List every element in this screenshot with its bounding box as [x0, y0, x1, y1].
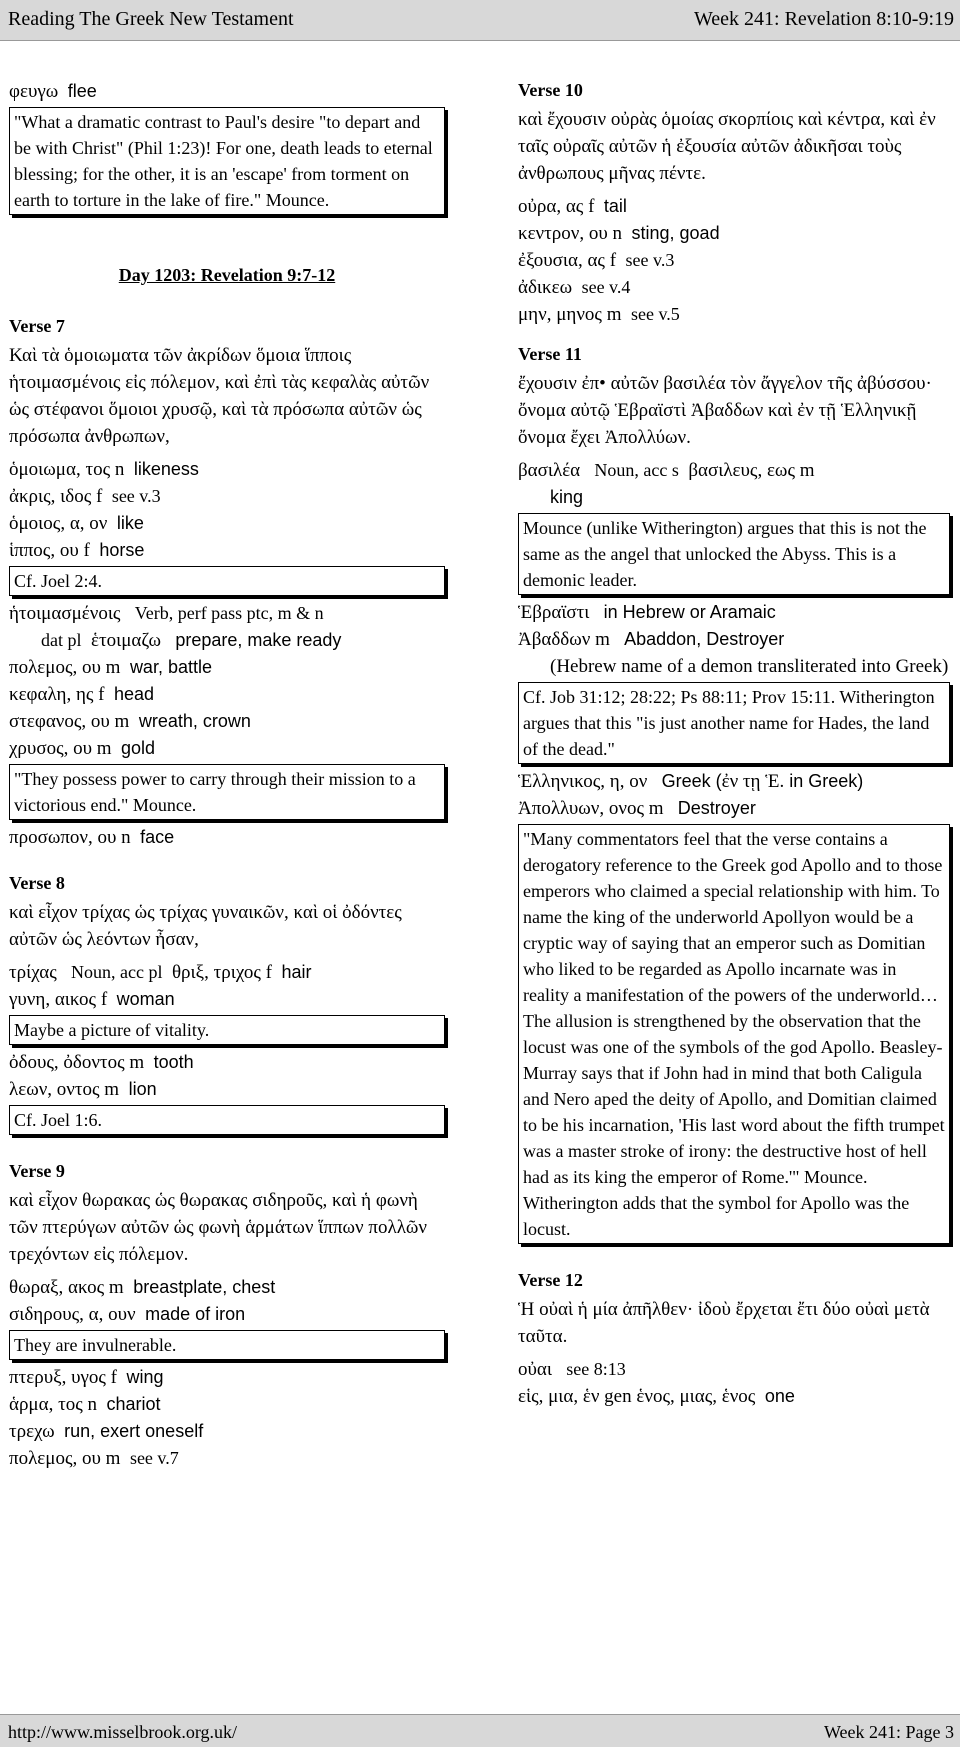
vocab-entry: [9, 1049, 445, 1076]
vocab-entry: [9, 537, 445, 564]
gloss: like: [116, 513, 144, 533]
vocab-entry: [9, 986, 445, 1013]
verse-text: καὶ εἶχον θωρακας ὡς θωρακας σιδηροῦς, καὶ ἡ φωνὴ τῶν πτερύγων αὐτῶν ὡς φωνὴ ἁρμάτων ἵππων πολλῶν τρεχόντων εἰς πόλεμον.: [9, 1190, 428, 1265]
greek-word: γυνη, αικος f: [9, 989, 108, 1010]
vocab-entry: [518, 768, 950, 795]
vocab-entry: [518, 301, 950, 328]
gloss: likeness: [133, 459, 199, 479]
comment-box: "They possess power to carry through their mission to a victorious end." Mounce.: [9, 764, 445, 820]
gloss: wreath, crown: [138, 711, 251, 731]
vocab-entry: [9, 1418, 445, 1445]
parse-entry: [9, 627, 445, 654]
gloss: horse: [99, 540, 145, 560]
vocab-entry: [518, 1356, 950, 1383]
greek-word: ἐν τῃ Ἑ.: [721, 771, 785, 792]
greek-word: κεφαλη, ης f: [9, 684, 105, 705]
gloss: in Greek): [784, 771, 864, 791]
greek-word: Ἑλληνικος, η, ον: [518, 771, 648, 792]
greek-word: Ἀπολλυων, ονος m: [518, 798, 664, 819]
parse-info: Verb, perf pass ptc, m & n: [134, 603, 324, 623]
greek-word: πτερυξ, υγος f: [9, 1367, 117, 1388]
parse-entry: [518, 484, 950, 511]
gloss: flee: [67, 81, 97, 101]
vocab-entry: [9, 510, 445, 537]
comment-box: Cf. Job 31:12; 28:22; Ps 88:11; Prov 15:11. Witherington argues that this "is just another name for Hades, the land of the dead.": [518, 682, 950, 764]
gloss: breastplate, chest: [133, 1277, 276, 1297]
verse-text: Καὶ τὰ ὁμοιωματα τῶν ἀκρίδων ὅμοια ἵπποις ἡτοιμασμένοις εἰς πόλεμον, καὶ ἐπὶ τὰς κεφαλὰς αὐτῶν ὡς στέφανοι ὅμοιοι χρυσῷ, καὶ τὰ πρόσωπα αὐτῶν ὡς πρόσωπα ἀνθρωπων,: [9, 345, 430, 447]
gloss: woman: [116, 989, 175, 1009]
greek-word: Ἑβραϊστι: [518, 602, 590, 623]
greek-word: οὐαι: [518, 1359, 552, 1380]
vocab-entry: [518, 626, 950, 653]
gloss: tail: [603, 196, 627, 216]
verse-heading: Verse 12: [518, 1270, 583, 1290]
greek-word: ἑτοιμαζω: [91, 630, 162, 651]
vocab-entry: [9, 456, 445, 483]
greek-word: κεντρον, ου n: [518, 223, 623, 244]
right-column: [518, 78, 950, 1410]
gloss: see v.4: [581, 277, 631, 297]
gloss: hair: [281, 962, 312, 982]
gloss: head: [114, 684, 155, 704]
greek-word: ἐξουσια, ας f: [518, 250, 617, 271]
greek-word: μην, μηνος m: [518, 304, 622, 325]
footer-page: Week 241: Page 3: [823, 1722, 954, 1742]
parse-info: Noun, acc pl: [70, 962, 163, 982]
vocab-entry: [9, 708, 445, 735]
greek-word: ἀκρις, ιδος f: [9, 486, 103, 507]
greek-word: θριξ, τριχος f: [171, 962, 272, 983]
gloss: prepare, make ready: [175, 630, 342, 650]
left-column: [9, 78, 445, 1472]
greek-word: ἡτοιμασμένοις: [9, 603, 121, 624]
comment-box: They are invulnerable.: [9, 1330, 445, 1360]
day-heading: Day 1203: Revelation 9:7-12: [118, 265, 336, 285]
verse-heading: Verse 8: [9, 873, 65, 893]
vocab-entry: [518, 599, 950, 626]
greek-word: σιδηρους, α, ουν: [9, 1304, 136, 1325]
gloss: king: [550, 487, 584, 507]
gloss: Destroyer: [677, 798, 756, 818]
footer-url[interactable]: http://www.misselbrook.org.uk/: [8, 1722, 237, 1742]
gloss: Abaddon, Destroyer: [624, 629, 785, 649]
greek-word: πολεμος, ου m: [9, 1448, 121, 1469]
greek-word: φευγω: [9, 81, 59, 102]
greek-word: θωραξ, ακος m: [9, 1277, 124, 1298]
vocab-entry: [9, 824, 445, 851]
greek-word: τρεχω: [9, 1421, 55, 1442]
vocab-entry: [9, 654, 445, 681]
greek-word: λεων, οντος m: [9, 1079, 120, 1100]
gloss: war, battle: [129, 657, 212, 677]
gloss: chariot: [106, 1394, 161, 1414]
parse-entry: [9, 600, 445, 627]
vocab-note: (Hebrew name of a demon transliterated into Greek): [550, 656, 949, 677]
comment-box: Cf. Joel 1:6.: [9, 1105, 445, 1135]
vocab-entry: [518, 247, 950, 274]
vocab-entry: [9, 78, 445, 105]
parse-info: Noun, acc s: [594, 460, 679, 480]
gloss: see v.5: [630, 304, 680, 324]
gloss: sting, goad: [631, 223, 720, 243]
verse-heading: Verse 11: [518, 344, 582, 364]
verse-heading: Verse 9: [9, 1161, 65, 1181]
vocab-entry: [9, 681, 445, 708]
verse-heading: Verse 7: [9, 316, 65, 336]
vocab-entry: [518, 193, 950, 220]
parse-entry: [9, 959, 445, 986]
vocab-entry: [9, 1076, 445, 1103]
parse-info: dat pl: [41, 630, 82, 650]
gloss: see v.3: [625, 250, 675, 270]
comment-box: "Many commentators feel that the verse contains a derogatory reference to the Greek god Apollo and to those emperors who claimed a special relationship with him. To name the king of the underworld Apollyon would be a cryptic way of saying that an emperor such as Domitian who liked to be regarded as Apollo incarnate was in reality a manifestation of the powers of the underworld… The allusion is strengthened by the observation that the locust was one of the symbols of the god Apollo. Beasley-Murray says that if John had in mind that both Caligula and Nero aped the deity of Apollo, and Domitian claimed to be his incarnation, 'His last word about the fifth trumpet was a master stroke of irony: the destructive host of hell had as its king the emperor of Rome.'" Mounce. Witherington adds that the symbol for Apollo was the locust.: [518, 824, 950, 1244]
vocab-entry: [9, 483, 445, 510]
gloss: see 8:13: [566, 1359, 626, 1379]
greek-word: ἱππος, ου f: [9, 540, 90, 561]
comment-box: Maybe a picture of vitality.: [9, 1015, 445, 1045]
gloss: lion: [128, 1079, 157, 1099]
greek-word: προσωπον, ου n: [9, 827, 131, 848]
gloss: Greek (: [661, 771, 722, 791]
verse-text: Ἡ οὐαὶ ἡ μία ἀπῆλθεν· ἰδοὺ ἔρχεται ἔτι δύο οὐαὶ μετὰ ταῦτα.: [518, 1299, 930, 1347]
vocab-entry: [9, 1274, 445, 1301]
vocab-entry: [9, 1364, 445, 1391]
gloss: gold: [121, 738, 156, 758]
parse-entry: [518, 457, 950, 484]
gloss: in Hebrew or Aramaic: [603, 602, 776, 622]
greek-word: εἱς, μια, ἑν gen ἑνος, μιας, ἑνος: [518, 1386, 756, 1407]
greek-word: ὁμοιος, α, ον: [9, 513, 108, 534]
greek-word: ὁμοιωμα, τος n: [9, 459, 125, 480]
gloss: wing: [126, 1367, 164, 1387]
greek-word: χρυσος, ου m: [9, 738, 112, 759]
greek-word: ἁρμα, τος n: [9, 1394, 97, 1415]
page-header: [0, 0, 960, 41]
verse-heading: Verse 10: [518, 80, 583, 100]
comment-box: "What a dramatic contrast to Paul's desire "to depart and be with Christ" (Phil 1:23)! For one, death leads to eternal blessing; for the other, it is an 'escape' from torment on earth to torture in the lake of fire." Mounce.: [9, 107, 445, 215]
greek-word: βασιλευς, εως m: [688, 460, 815, 481]
header-week: Week 241: Revelation 8:10-9:19: [694, 8, 954, 30]
gloss: one: [764, 1386, 795, 1406]
verse-text: καὶ εἶχον τρίχας ὡς τρίχας γυναικῶν, καὶ οἱ ὀδόντες αὐτῶν ὡς λεόντων ἦσαν,: [9, 902, 402, 950]
verse-text: ἔχουσιν ἐπ• αὐτῶν βασιλέα τὸν ἄγγελον τῆς ἀβύσσου· ὄνομα αὐτῷ Ἑβραϊστὶ Ἀβαδδων καὶ ἐν τῇ Ἑλληνικῇ ὄνομα ἔχει Ἀπολλύων.: [518, 373, 932, 448]
header-title: Reading The Greek New Testament: [8, 8, 294, 30]
greek-word: τρίχας: [9, 962, 57, 983]
page-footer: [0, 1714, 960, 1747]
greek-word: στεφανος, ου m: [9, 711, 130, 732]
vocab-entry: [9, 1391, 445, 1418]
vocab-entry: [518, 795, 950, 822]
greek-word: πολεμος, ου m: [9, 657, 121, 678]
verse-text: καὶ ἔχουσιν οὐρὰς ὁμοίας σκορπίοις καὶ κέντρα, καὶ ἐν ταῖς οὐραῖς αὐτῶν ἡ ἐξουσία αὐτῶν ἀδικῆσαι τοὺς ἀνθρωπους μῆνας πέντε.: [518, 109, 936, 184]
gloss: run, exert oneself: [64, 1421, 204, 1441]
vocab-entry: [9, 735, 445, 762]
comment-box: Cf. Joel 2:4.: [9, 566, 445, 596]
vocab-entry: [518, 220, 950, 247]
greek-word: Ἀβαδδων m: [518, 629, 610, 650]
vocab-entry: [518, 274, 950, 301]
vocab-entry: [9, 1445, 445, 1472]
greek-word: οὐρα, ας f: [518, 196, 595, 217]
greek-word: ὀδους, ὀδοντος m: [9, 1052, 145, 1073]
gloss: tooth: [153, 1052, 194, 1072]
gloss: see v.7: [129, 1448, 179, 1468]
gloss: see v.3: [111, 486, 161, 506]
vocab-entry: [9, 1301, 445, 1328]
vocab-entry: [518, 1383, 950, 1410]
greek-word: βασιλέα: [518, 460, 581, 481]
gloss: made of iron: [145, 1304, 246, 1324]
comment-box: Mounce (unlike Witherington) argues that this is not the same as the angel that unlocked the Abyss. This is a demonic leader.: [518, 513, 950, 595]
gloss: face: [140, 827, 175, 847]
greek-word: ἀδικεω: [518, 277, 573, 298]
